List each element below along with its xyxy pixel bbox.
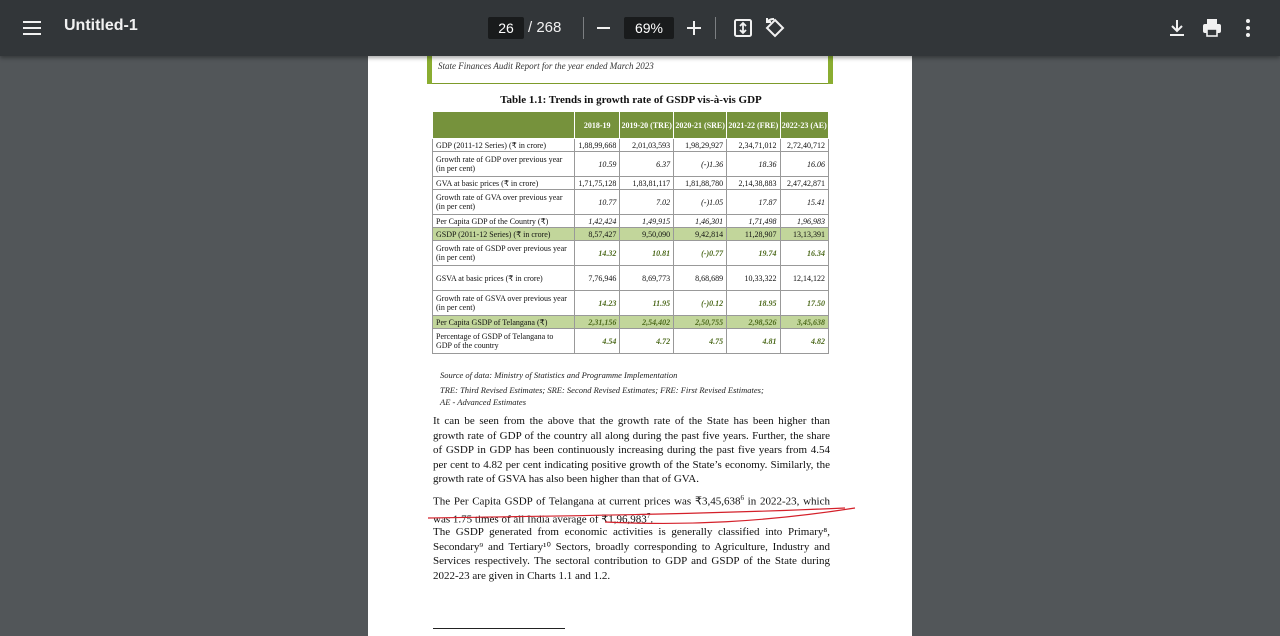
table-cell: 4.82 [780,329,828,354]
column-header [433,112,575,139]
column-header: 2021-22 (FRE) [727,112,780,139]
table-cell: 17.50 [780,291,828,316]
table-cell: 8,57,427 [575,228,620,241]
paragraph: It can be seen from the above that the growth rate of the State has been higher than growth rate of GDP of the country all along during the past five years. Further, the share of GSDP in GDP has been continuously increasing during the past five years from 4.54 per cent to 4.82 per cent indicating positive growth of the State’s economy. Similarly, the growth rate of GSVA has also been higher than that of GVA. [433,415,830,485]
pdf-page [368,56,912,636]
table-cell: 17.87 [727,190,780,215]
table-cell: 4.75 [674,329,727,354]
table-cell: 1,71,75,128 [575,177,620,190]
table-cell: 8,69,773 [620,266,674,291]
table-cell: 1,71,498 [727,215,780,228]
table-row [433,329,829,354]
table-cell: 1,46,301 [674,215,727,228]
table-cell: 1,88,99,668 [575,139,620,152]
page-total: / 268 [528,19,562,36]
table-title: Table 1.1: Trends in growth rate of GSDP vis-à-vis GDP [500,94,762,106]
divider [715,17,716,39]
page-number-input[interactable]: 26 [488,17,524,39]
table-cell: 19.74 [727,241,780,266]
table-cell: 9,42,814 [674,228,727,241]
row-label: Growth rate of GDP over previous year (in per cent) [433,152,575,177]
table-cell: 2,14,38,883 [727,177,780,190]
table-cell: 1,49,915 [620,215,674,228]
table-cell: (-)1.05 [674,190,727,215]
table-cell: 16.34 [780,241,828,266]
table-row [433,177,829,190]
more-options-icon[interactable] [1236,16,1260,40]
table-cell: 2,01,03,593 [620,139,674,152]
page-header-text: State Finances Audit Report for the year ended March 2023 [438,61,654,71]
table-cell: 6.37 [620,152,674,177]
table-cell: 2,47,42,871 [780,177,828,190]
row-label: GVA at basic prices (₹ in crore) [433,177,575,190]
table-cell: 4.81 [727,329,780,354]
table-cell: 2,72,40,712 [780,139,828,152]
table-cell: 2,98,526 [727,316,780,329]
table-cell: (-)1.36 [674,152,727,177]
row-label: GSVA at basic prices (₹ in crore) [433,266,575,291]
table-cell: 10.77 [575,190,620,215]
table-cell: 18.36 [727,152,780,177]
table-row [433,190,829,215]
download-icon[interactable] [1165,16,1189,40]
column-header: 2019-20 (TRE) [620,112,674,139]
paragraph: The GSDP generated from economic activities is generally classified into Primary⁸, Secondary⁹ and Tertiary¹⁰ Sectors, broadly corresponding to Agriculture, Industry and Services respectively. The sectoral contribution to GDP and GSDP of the State during 2022-23 are given in Charts 1.1 and 1.2. [433,526,830,582]
paragraph [433,491,830,527]
table-cell: 12,14,122 [780,266,828,291]
table-row [433,241,829,266]
table-cell: 10.59 [575,152,620,177]
table-cell: 13,13,391 [780,228,828,241]
column-header: 2018-19 [575,112,620,139]
table-cell: 11,28,907 [727,228,780,241]
growth-rate-table [432,111,829,354]
table-row [433,139,829,152]
zoom-in-button[interactable] [686,17,702,39]
zoom-input[interactable]: 69% [624,17,674,39]
table-cell: 4.54 [575,329,620,354]
table-cell: 7.02 [620,190,674,215]
source-note: Source of data: Ministry of Statistics and Programme Implementation [440,370,678,380]
table-cell: 1,83,81,117 [620,177,674,190]
table-cell: 10,33,322 [727,266,780,291]
document-title: Untitled-1 [64,17,138,34]
row-label: GSDP (2011-12 Series) (₹ in crore) [433,228,575,241]
column-header: 2020-21 (SRE) [674,112,727,139]
footnote-marker[interactable]: 7 [646,512,651,521]
table-cell: 3,45,638 [780,316,828,329]
table-row [433,266,829,291]
table-cell: 10.81 [620,241,674,266]
text-run: . [650,513,654,526]
table-row [433,228,829,241]
footnote-marker[interactable]: 6 [740,494,744,502]
table-cell: 9,50,090 [620,228,674,241]
column-header: 2022-23 (AE) [780,112,828,139]
table-cell: 11.95 [620,291,674,316]
table-cell: 2,50,755 [674,316,727,329]
row-label: Growth rate of GSDP over previous year (in per cent) [433,241,575,266]
table-cell: 18.95 [727,291,780,316]
table-header-row [433,112,829,139]
abbrev-note: TRE: Third Revised Estimates; SRE: Second Revised Estimates; FRE: First Revised Estimates; [440,385,764,395]
table-cell: 15.41 [780,190,828,215]
table-row [433,215,829,228]
table-cell: 8,68,689 [674,266,727,291]
table-cell: 14.32 [575,241,620,266]
table-cell: 1,96,983 [780,215,828,228]
table-row [433,291,829,316]
row-label: Percentage of GSDP of Telangana to GDP of the country [433,329,575,354]
row-label: Per Capita GDP of the Country (₹) [433,215,575,228]
table-cell: 7,76,946 [575,266,620,291]
table-cell: 2,54,402 [620,316,674,329]
print-icon[interactable] [1200,16,1224,40]
table-cell: 1,98,29,927 [674,139,727,152]
table-cell: 16.06 [780,152,828,177]
pdf-toolbar [0,0,1280,56]
row-label: GDP (2011-12 Series) (₹ in crore) [433,139,575,152]
zoom-out-button[interactable] [597,27,610,29]
footnote-rule [433,628,565,629]
table-cell: 4.72 [620,329,674,354]
row-label: Growth rate of GSVA over previous year (in per cent) [433,291,575,316]
table-cell: (-)0.77 [674,241,727,266]
table-cell: (-)0.12 [674,291,727,316]
abbrev-note: AE - Advanced Estimates [440,397,527,407]
text-run: in 2022-23, which was 1.75 times of all India average of ₹1,96,983 [433,495,830,526]
row-label: Per Capita GSDP of Telangana (₹) [433,316,575,329]
table-cell: 1,42,424 [575,215,620,228]
table-row [433,152,829,177]
table-cell: 2,31,156 [575,316,620,329]
table-cell: 1,81,88,780 [674,177,727,190]
text-run: The Per Capita GSDP of Telangana at current prices was ₹3,45,638 [433,495,741,508]
table-cell: 2,34,71,012 [727,139,780,152]
table-cell: 14.23 [575,291,620,316]
row-label: Growth rate of GVA over previous year (in per cent) [433,190,575,215]
rotate-icon[interactable] [763,16,787,40]
divider [583,17,584,39]
fit-to-page-icon[interactable] [731,16,755,40]
menu-icon[interactable] [20,16,44,40]
table-row [433,316,829,329]
